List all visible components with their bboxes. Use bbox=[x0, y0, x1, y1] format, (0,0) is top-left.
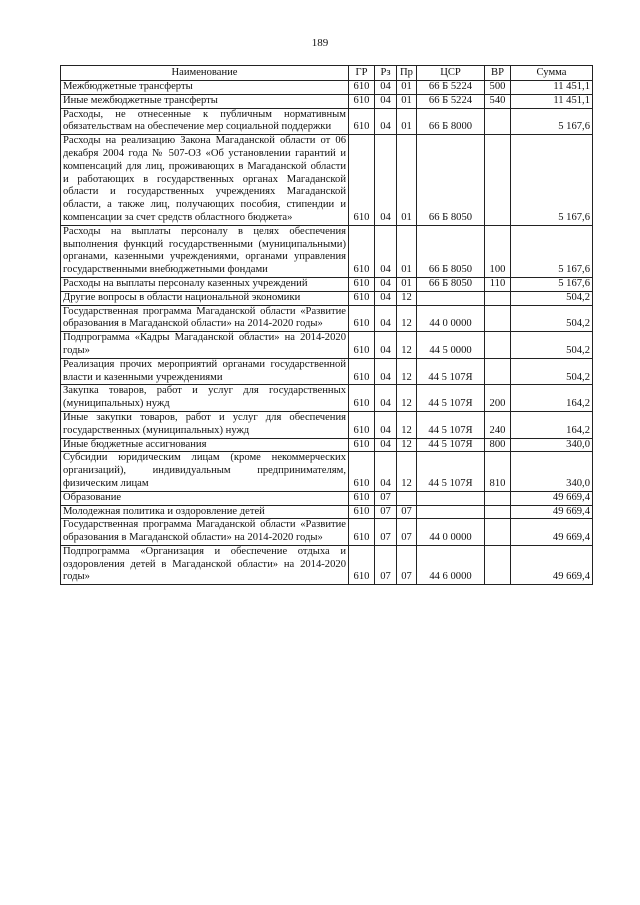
row-rz-cell: 04 bbox=[375, 358, 397, 385]
row-sum-cell: 49 669,4 bbox=[511, 491, 593, 505]
row-vr-cell bbox=[485, 505, 511, 519]
row-pr-cell: 07 bbox=[397, 505, 417, 519]
row-name-cell: Государственная программа Магаданской области «Развитие образования в Магаданской области» на 2014-2020 годы» bbox=[61, 305, 349, 332]
table-row bbox=[61, 277, 593, 291]
row-rz-cell: 04 bbox=[375, 452, 397, 491]
row-sum-cell: 504,2 bbox=[511, 358, 593, 385]
row-name-cell: Государственная программа Магаданской области «Развитие образования в Магаданской области» на 2014-2020 годы» bbox=[61, 519, 349, 546]
row-sum-cell: 49 669,4 bbox=[511, 545, 593, 584]
row-pr-cell: 12 bbox=[397, 305, 417, 332]
row-gr-cell: 610 bbox=[349, 358, 375, 385]
budget-table bbox=[60, 65, 593, 585]
row-pr-cell: 01 bbox=[397, 135, 417, 226]
row-name-cell: Расходы, не отнесенные к публичным нормативным обязательствам на обеспечение мер социальной поддержки bbox=[61, 108, 349, 135]
row-pr-cell: 12 bbox=[397, 438, 417, 452]
row-name-cell: Закупка товаров, работ и услуг для государственных (муниципальных) нужд bbox=[61, 385, 349, 412]
row-gr-cell: 610 bbox=[349, 81, 375, 95]
row-vr-cell: 800 bbox=[485, 438, 511, 452]
row-sum-cell: 11 451,1 bbox=[511, 94, 593, 108]
column-header-sum: Сумма bbox=[511, 66, 593, 81]
table-row bbox=[61, 108, 593, 135]
row-pr-cell: 12 bbox=[397, 291, 417, 305]
row-csr-cell: 44 5 107Я bbox=[417, 411, 485, 438]
row-gr-cell: 610 bbox=[349, 385, 375, 412]
row-name-cell: Подпрограмма «Организация и обеспечение отдыха и оздоровления детей в Магаданской области» на 2014-2020 годы» bbox=[61, 545, 349, 584]
row-csr-cell bbox=[417, 505, 485, 519]
row-gr-cell: 610 bbox=[349, 108, 375, 135]
row-gr-cell: 610 bbox=[349, 438, 375, 452]
row-csr-cell: 66 Б 8050 bbox=[417, 135, 485, 226]
row-csr-cell: 66 Б 8050 bbox=[417, 225, 485, 277]
row-gr-cell: 610 bbox=[349, 505, 375, 519]
row-sum-cell: 340,0 bbox=[511, 452, 593, 491]
row-vr-cell: 100 bbox=[485, 225, 511, 277]
row-gr-cell: 610 bbox=[349, 411, 375, 438]
row-rz-cell: 04 bbox=[375, 81, 397, 95]
row-vr-cell: 540 bbox=[485, 94, 511, 108]
row-name-cell: Иные бюджетные ассигнования bbox=[61, 438, 349, 452]
table-row bbox=[61, 135, 593, 226]
row-rz-cell: 04 bbox=[375, 411, 397, 438]
row-csr-cell: 44 5 107Я bbox=[417, 438, 485, 452]
row-csr-cell: 44 6 0000 bbox=[417, 545, 485, 584]
column-header-rz: Рз bbox=[375, 66, 397, 81]
row-sum-cell: 164,2 bbox=[511, 411, 593, 438]
row-rz-cell: 04 bbox=[375, 438, 397, 452]
row-sum-cell: 5 167,6 bbox=[511, 108, 593, 135]
column-header-csr: ЦСР bbox=[417, 66, 485, 81]
row-name-cell: Субсидии юридическим лицам (кроме некоммерческих организаций), индивидуальным предпринимателям, физическим лицам bbox=[61, 452, 349, 491]
row-sum-cell: 11 451,1 bbox=[511, 81, 593, 95]
row-name-cell: Образование bbox=[61, 491, 349, 505]
row-rz-cell: 04 bbox=[375, 291, 397, 305]
row-csr-cell: 66 Б 5224 bbox=[417, 81, 485, 95]
row-sum-cell: 504,2 bbox=[511, 305, 593, 332]
row-pr-cell: 12 bbox=[397, 411, 417, 438]
table-row bbox=[61, 452, 593, 491]
row-name-cell: Другие вопросы в области национальной экономики bbox=[61, 291, 349, 305]
row-sum-cell: 5 167,6 bbox=[511, 135, 593, 226]
row-csr-cell: 44 5 107Я bbox=[417, 452, 485, 491]
row-sum-cell: 504,2 bbox=[511, 291, 593, 305]
row-pr-cell: 01 bbox=[397, 277, 417, 291]
row-name-cell: Подпрограмма «Кадры Магаданской области» на 2014-2020 годы» bbox=[61, 332, 349, 359]
row-gr-cell: 610 bbox=[349, 545, 375, 584]
row-sum-cell: 340,0 bbox=[511, 438, 593, 452]
row-vr-cell: 810 bbox=[485, 452, 511, 491]
row-name-cell: Иные закупки товаров, работ и услуг для обеспечения государственных (муниципальных) нужд bbox=[61, 411, 349, 438]
row-rz-cell: 07 bbox=[375, 505, 397, 519]
table-row bbox=[61, 291, 593, 305]
row-gr-cell: 610 bbox=[349, 135, 375, 226]
row-csr-cell bbox=[417, 491, 485, 505]
column-header-vr: ВР bbox=[485, 66, 511, 81]
row-sum-cell: 5 167,6 bbox=[511, 277, 593, 291]
row-gr-cell: 610 bbox=[349, 277, 375, 291]
row-pr-cell: 01 bbox=[397, 108, 417, 135]
row-pr-cell: 07 bbox=[397, 519, 417, 546]
row-vr-cell bbox=[485, 305, 511, 332]
row-csr-cell: 66 Б 8000 bbox=[417, 108, 485, 135]
table-row bbox=[61, 305, 593, 332]
row-name-cell: Расходы на выплаты персоналу казенных учреждений bbox=[61, 277, 349, 291]
row-gr-cell: 610 bbox=[349, 291, 375, 305]
row-gr-cell: 610 bbox=[349, 225, 375, 277]
table-row bbox=[61, 225, 593, 277]
row-rz-cell: 07 bbox=[375, 545, 397, 584]
row-vr-cell: 500 bbox=[485, 81, 511, 95]
table-row bbox=[61, 519, 593, 546]
table-row bbox=[61, 81, 593, 95]
row-pr-cell: 12 bbox=[397, 358, 417, 385]
row-sum-cell: 164,2 bbox=[511, 385, 593, 412]
table-row bbox=[61, 385, 593, 412]
row-vr-cell: 200 bbox=[485, 385, 511, 412]
row-sum-cell: 49 669,4 bbox=[511, 505, 593, 519]
row-pr-cell: 07 bbox=[397, 545, 417, 584]
row-pr-cell: 01 bbox=[397, 81, 417, 95]
row-rz-cell: 04 bbox=[375, 108, 397, 135]
row-vr-cell bbox=[485, 332, 511, 359]
row-csr-cell: 44 0 0000 bbox=[417, 519, 485, 546]
table-row bbox=[61, 505, 593, 519]
row-gr-cell: 610 bbox=[349, 491, 375, 505]
table-row bbox=[61, 411, 593, 438]
table-row bbox=[61, 438, 593, 452]
table-row bbox=[61, 491, 593, 505]
column-header-pr: Пр bbox=[397, 66, 417, 81]
row-gr-cell: 610 bbox=[349, 94, 375, 108]
row-name-cell: Молодежная политика и оздоровление детей bbox=[61, 505, 349, 519]
row-rz-cell: 04 bbox=[375, 225, 397, 277]
row-vr-cell bbox=[485, 491, 511, 505]
row-rz-cell: 04 bbox=[375, 305, 397, 332]
row-name-cell: Межбюджетные трансферты bbox=[61, 81, 349, 95]
row-rz-cell: 04 bbox=[375, 277, 397, 291]
row-vr-cell bbox=[485, 135, 511, 226]
row-vr-cell bbox=[485, 545, 511, 584]
row-gr-cell: 610 bbox=[349, 452, 375, 491]
page-number: 189 bbox=[311, 37, 329, 49]
row-csr-cell: 44 5 107Я bbox=[417, 385, 485, 412]
row-pr-cell: 12 bbox=[397, 332, 417, 359]
row-vr-cell bbox=[485, 358, 511, 385]
row-name-cell: Расходы на реализацию Закона Магаданской области от 06 декабря 2004 года № 507-ОЗ «Об установлении гарантий и компенсаций для лиц, проживающих в Магаданской области и работающих в государственных органах Магаданской области и государственных учреждениях Магаданской области, а также лиц, получающих пособия, стипендии и компенсации за счет средств областного бюджета» bbox=[61, 135, 349, 226]
table-row bbox=[61, 545, 593, 584]
table-row bbox=[61, 358, 593, 385]
row-rz-cell: 04 bbox=[375, 94, 397, 108]
row-vr-cell: 240 bbox=[485, 411, 511, 438]
row-vr-cell bbox=[485, 108, 511, 135]
row-sum-cell: 49 669,4 bbox=[511, 519, 593, 546]
row-pr-cell: 01 bbox=[397, 94, 417, 108]
column-header-gr: ГР bbox=[349, 66, 375, 81]
row-rz-cell: 04 bbox=[375, 385, 397, 412]
row-gr-cell: 610 bbox=[349, 519, 375, 546]
row-csr-cell: 66 Б 8050 bbox=[417, 277, 485, 291]
row-rz-cell: 07 bbox=[375, 519, 397, 546]
row-csr-cell: 66 Б 5224 bbox=[417, 94, 485, 108]
row-csr-cell: 44 5 0000 bbox=[417, 332, 485, 359]
row-rz-cell: 04 bbox=[375, 135, 397, 226]
row-gr-cell: 610 bbox=[349, 305, 375, 332]
row-pr-cell: 12 bbox=[397, 452, 417, 491]
row-name-cell: Реализация прочих мероприятий органами государственной власти и казенными учреждениями bbox=[61, 358, 349, 385]
row-sum-cell: 5 167,6 bbox=[511, 225, 593, 277]
row-rz-cell: 07 bbox=[375, 491, 397, 505]
row-name-cell: Расходы на выплаты персоналу в целях обеспечения выполнения функций государственными (муниципальными) органами, казенными учреждениями, органами управления государственными внебюджетными фондами bbox=[61, 225, 349, 277]
row-gr-cell: 610 bbox=[349, 332, 375, 359]
table-row bbox=[61, 94, 593, 108]
row-pr-cell: 01 bbox=[397, 225, 417, 277]
table-row bbox=[61, 332, 593, 359]
row-pr-cell bbox=[397, 491, 417, 505]
row-vr-cell bbox=[485, 291, 511, 305]
row-pr-cell: 12 bbox=[397, 385, 417, 412]
row-rz-cell: 04 bbox=[375, 332, 397, 359]
row-vr-cell bbox=[485, 519, 511, 546]
table-header-row bbox=[61, 66, 593, 81]
row-sum-cell: 504,2 bbox=[511, 332, 593, 359]
row-vr-cell: 110 bbox=[485, 277, 511, 291]
row-csr-cell: 44 0 0000 bbox=[417, 305, 485, 332]
column-header-name: Наименование bbox=[61, 66, 349, 81]
row-name-cell: Иные межбюджетные трансферты bbox=[61, 94, 349, 108]
row-csr-cell: 44 5 107Я bbox=[417, 358, 485, 385]
row-csr-cell bbox=[417, 291, 485, 305]
